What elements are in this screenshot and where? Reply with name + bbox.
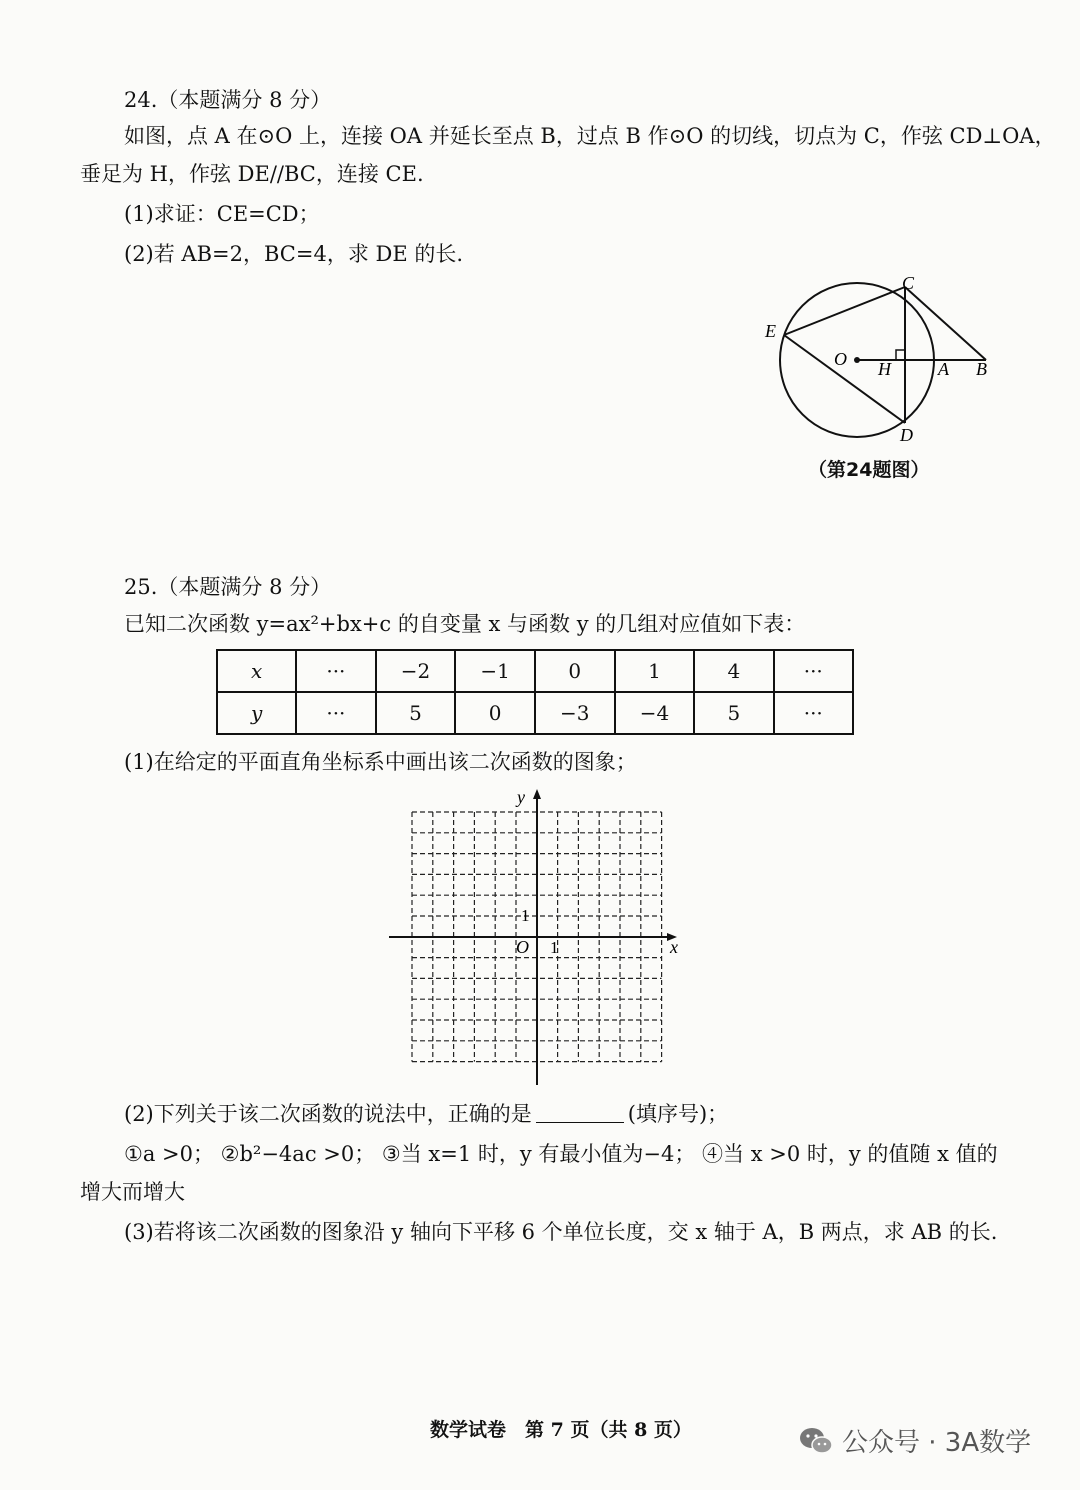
table-cell: −3 [535,692,615,734]
table-cell: 1 [615,650,695,692]
table-cell: −2 [376,650,456,692]
label-H: H [878,359,891,379]
table-cell: ··· [774,692,853,734]
q24-stem-line1: 如图，点 A 在⊙O 上，连接 OA 并延长至点 B，过点 B 作⊙O 的切线，切点为 C，作弦 CD⊥OA， [124,124,1056,148]
q24-title: 24.（本题满分 8 分） [124,88,332,112]
watermark [798,1422,1031,1459]
answer-blank [536,1102,624,1123]
table-cell: y [217,692,296,734]
q25-part3: (3)若将该二次函数的图象沿 y 轴向下平移 6 个单位长度，交 x 轴于 A，B 两点，求 AB 的长. [124,1220,998,1244]
q25-coordinate-grid [385,785,690,1090]
q25-title: 25.（本题满分 8 分） [124,575,332,599]
q24-stem-line2: 垂足为 H，作弦 DE//BC，连接 CE. [80,162,424,186]
table-cell: x [217,650,296,692]
q25-options: ①a >0； ②b²−4ac >0； ③当 x=1 时，y 有最小值为−4； ④当 x >0 时，y 的值随 x 值的 [124,1142,998,1166]
watermark-text: 公众号 · 3A数学 [842,1428,1032,1458]
q25-part2 [124,1100,728,1128]
label-O: O [834,349,847,369]
q25-part1: (1)在给定的平面直角坐标系中画出该二次函数的图象； [124,750,637,774]
page-footer: 数学试卷 第 7 页（共 8 页） [430,1419,692,1441]
y-axis-label: y [517,787,525,807]
q25-value-table [216,649,854,735]
q25-options-cont: 增大而增大 [80,1180,185,1204]
y-unit-label: 1 [521,906,530,925]
label-B: B [976,359,987,379]
q24-part2: (2)若 AB=2，BC=4，求 DE 的长. [124,242,464,266]
q24-part1: (1)求证：CE=CD； [124,202,320,226]
label-A: A [938,359,949,379]
table-cell: ··· [296,650,375,692]
table-row-x [217,650,853,692]
table-cell: 5 [376,692,456,734]
q25-part2-suffix: (填序号)； [627,1102,729,1126]
x-axis-label: x [670,937,678,957]
table-cell: ··· [774,650,853,692]
label-E: E [765,321,776,341]
q25-stem: 已知二次函数 y=ax²+bx+c 的自变量 x 与函数 y 的几组对应值如下表： [124,612,806,636]
table-cell: 5 [694,692,773,734]
table-cell: 0 [535,650,615,692]
x-unit-label: 1 [550,938,559,957]
label-D: D [900,425,913,445]
label-C: C [902,273,915,293]
origin-label: O [516,937,529,957]
q24-circle-figure [750,265,1010,455]
table-row-y [217,692,853,734]
table-cell: 4 [694,650,773,692]
table-cell: 0 [455,692,535,734]
q25-part2-text: (2)下列关于该二次函数的说法中，正确的是 [124,1102,532,1126]
table-cell: −4 [615,692,695,734]
table-cell: ··· [296,692,375,734]
q24-figure-caption: （第24题图） [808,459,930,481]
table-cell: −1 [455,650,535,692]
wechat-icon [798,1426,834,1456]
